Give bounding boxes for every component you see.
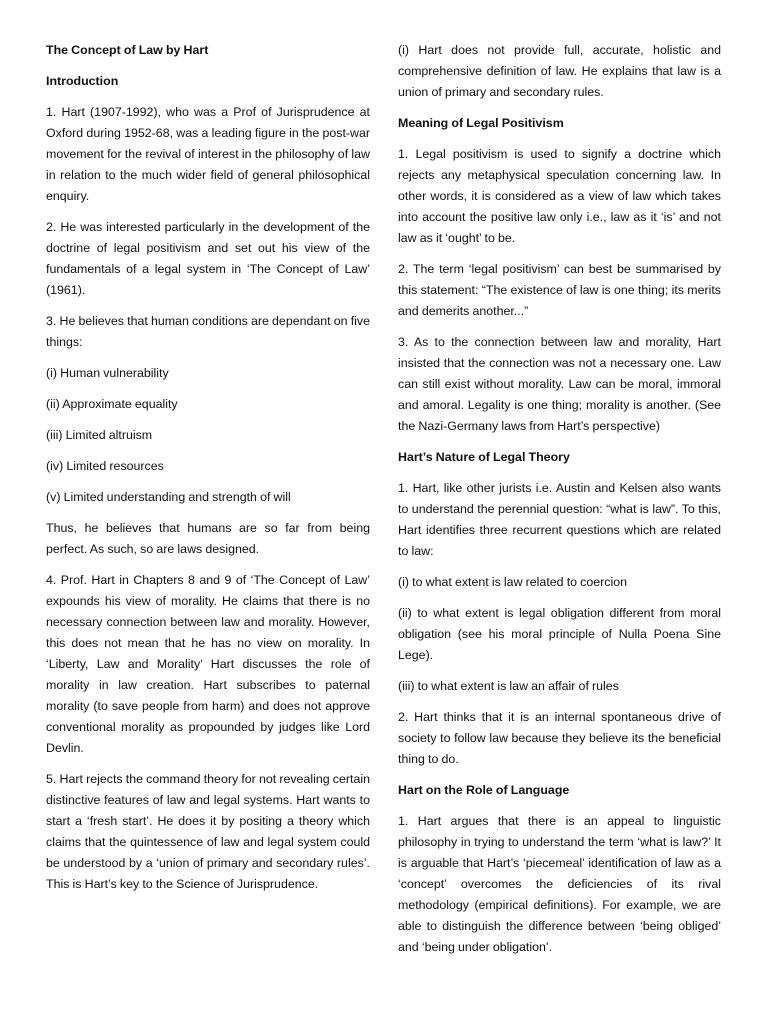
paragraph-conclusion: Thus, he believes that humans are so far from being perfect. As such, so are laws designed. [46,521,370,556]
list-item-condition: (iii) Limited altruism [46,428,153,442]
list-item-condition: (ii) Approximate equality [46,397,178,411]
right-column [398,40,721,958]
paragraph-theory-1: 1. Hart, like other jurists i.e. Austin and Kelsen also wants to understand the perennial question: “what is law”. To this, Hart identifies three recurrent questions which are related to law: [398,481,721,558]
list-item-condition: (iv) Limited resources [46,459,164,473]
list-item-condition: (i) Human vulnerability [46,366,169,380]
paragraph-intro-4: 4. Prof. Hart in Chapters 8 and 9 of ‘The Concept of Law’ expounds his view of morality. He claims that there is no necessary connection between law and morality. However, this does not mean that he has no view on morality. In ‘Liberty, Law and Morality’ Hart discusses the role of morality in law creation. Hart subscribes to paternal morality (to save people from harm) and does not approve conventional morality as propounded by judges like Lord Devlin. [46,573,370,755]
paragraph-intro-3: 3. He believes that human conditions are dependant on five things: [46,314,370,349]
paragraph-intro-1: 1. Hart (1907-1992), who was a Prof of Jurisprudence at Oxford during 1952-68, was a leading figure in the post-war movement for the revival of interest in the philosophy of law in relation to the much wider field of general philosophical enquiry. [46,105,370,203]
left-column [46,40,370,895]
section-heading-nature-of-legal-theory: Hart’s Nature of Legal Theory [398,450,570,464]
list-item-question: (i) to what extent is law related to coercion [398,575,627,589]
section-heading-legal-positivism: Meaning of Legal Positivism [398,116,564,130]
document-title: The Concept of Law by Hart [46,43,209,57]
paragraph-intro-2: 2. He was interested particularly in the development of the doctrine of legal positivism and set out his view of the fundamentals of a legal system in ‘The Concept of Law’ (1961). [46,220,370,297]
section-heading-introduction: Introduction [46,74,119,88]
paragraph-intro-5: 5. Hart rejects the command theory for not revealing certain distinctive features of law and legal systems. Hart wants to start a ‘fresh start’. He does it by positing a theory which claims that the quintessence of law and legal system could be understood by a ‘union of primary and secondary rules’. This is Hart’s key to the Science of Jurisprudence. [46,772,370,891]
paragraph-language-1: 1. Hart argues that there is an appeal to linguistic philosophy in trying to understand the term ‘what is law?’ It is arguable that Hart’s ‘piecemeal’ identification of law as a ‘concept’ overcomes the deficiencies of its rival methodology (empirical definitions). For example, we are able to distinguish the difference between ‘being obliged’ and ‘being under obligation’. [398,814,721,954]
list-item-condition: (v) Limited understanding and strength of will [46,490,291,504]
list-item-question: (iii) to what extent is law an affair of rules [398,679,619,693]
paragraph-positivism-1: 1. Legal positivism is used to signify a doctrine which rejects any metaphysical speculation concerning law. In other words, it is considered as a view of law which takes into account the positive law only i.e., law as it ‘is’ and not law as it ‘ought’ to be. [398,147,721,245]
paragraph-definition-note: (i) Hart does not provide full, accurate, holistic and comprehensive definition of law. He explains that law is a union of primary and secondary rules. [398,43,721,99]
paragraph-positivism-2: 2. The term ‘legal positivism’ can best be summarised by this statement: “The existence of law is one thing; its merits and demerits another...” [398,262,721,318]
paragraph-theory-2: 2. Hart thinks that it is an internal spontaneous drive of society to follow law because they believe its the beneficial thing to do. [398,710,721,766]
section-heading-role-of-language: Hart on the Role of Language [398,783,570,797]
list-item-question: (ii) to what extent is legal obligation different from moral obligation (see his moral principle of Nulla Poena Sine Lege). [398,606,721,662]
paragraph-positivism-3: 3. As to the connection between law and morality, Hart insisted that the connection was not a necessary one. Law can still exist without morality. Law can be moral, immoral and amoral. Legality is one thing; morality is another. (See the Nazi-Germany laws from Hart’s perspective) [398,335,721,433]
